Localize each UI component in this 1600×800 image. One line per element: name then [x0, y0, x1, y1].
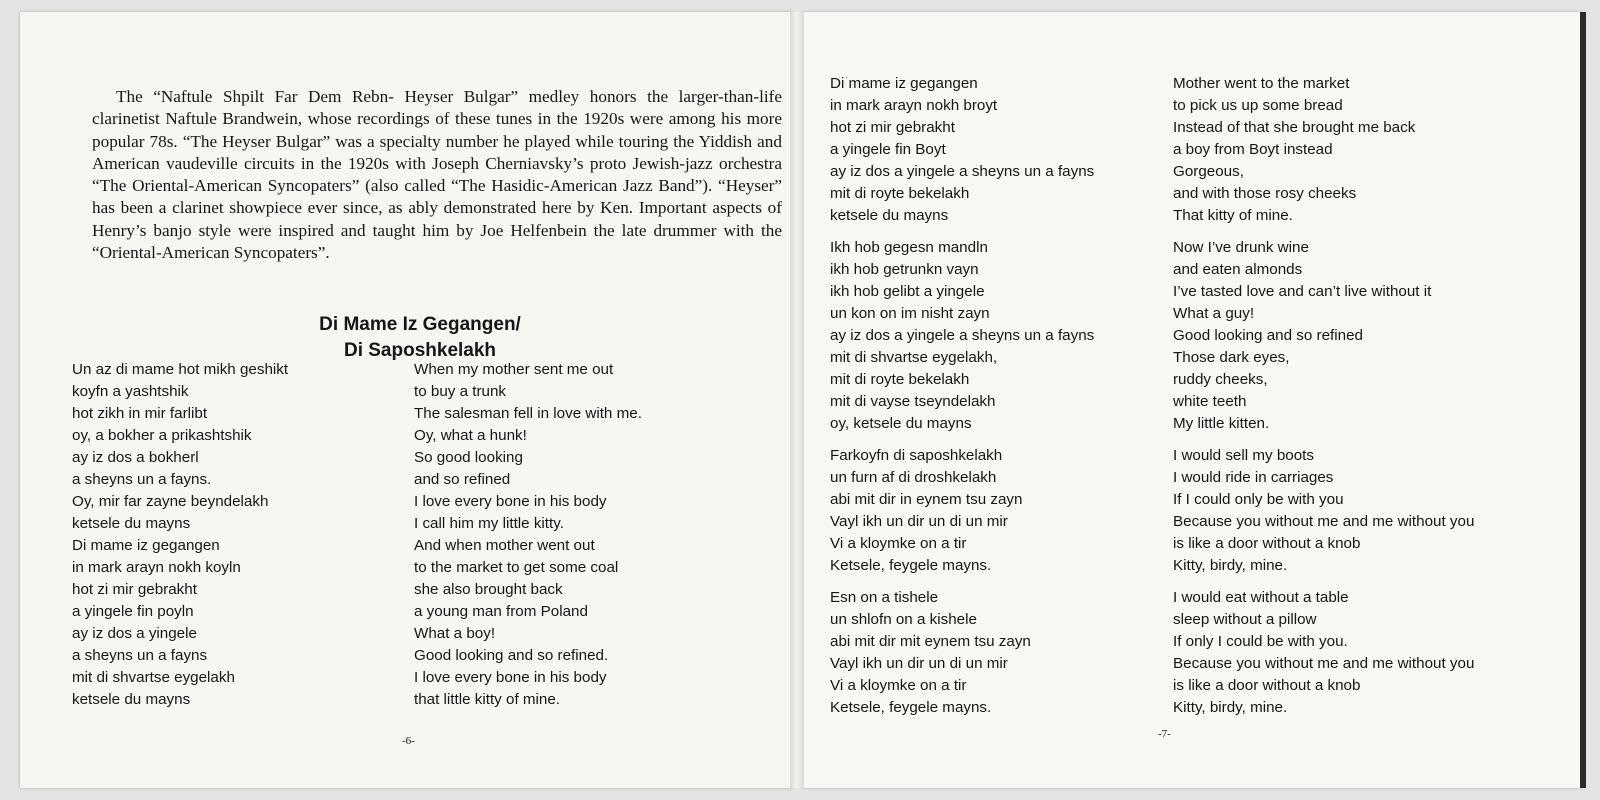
book-edge — [1580, 12, 1586, 788]
lyric-line: I love every bone in his body — [414, 669, 607, 686]
lyric-line: to buy a trunk — [414, 383, 507, 400]
lyric-line: I would eat without a table — [1173, 589, 1349, 606]
song-title-line-2: Di Saposhkelakh — [343, 340, 497, 361]
lyric-line: and so refined — [414, 471, 511, 488]
lyric-line: a yingele fin poyln — [72, 603, 194, 620]
lyric-line: and with those rosy cheeks — [1173, 185, 1357, 202]
stanza — [830, 237, 1094, 435]
lyric-line: a sheyns un a fayns — [72, 647, 208, 664]
lyric-line: Because you without me and me without you — [1173, 655, 1475, 672]
lyric-line: Di mame iz gegangen — [72, 537, 220, 554]
lyric-line: So good looking — [414, 449, 523, 466]
lyric-line: hot zi mir gebrakht — [72, 581, 197, 598]
lyric-line: she also brought back — [414, 581, 563, 598]
lyric-line: Farkoyfn di saposhkelakh — [830, 447, 1003, 464]
lyric-line: mit di shvartse eygelakh, — [830, 349, 998, 366]
lyric-line: un furn af di droshkelakh — [830, 469, 997, 486]
lyric-line: Vi a kloymke on a tir — [830, 535, 967, 552]
lyric-line: un kon on im nisht zayn — [830, 305, 990, 322]
yiddish-lyrics-column — [72, 359, 288, 711]
lyric-line: ketsele du mayns — [72, 691, 191, 708]
lyric-line: I love every bone in his body — [414, 493, 607, 510]
lyric-line: is like a door without a knob — [1173, 677, 1361, 694]
lyric-line: Kitty, birdy, mine. — [1173, 557, 1288, 574]
lyric-line: Un az di mame hot mikh geshikt — [72, 361, 289, 378]
book-gutter — [790, 12, 804, 788]
lyric-line: koyfn a yashtshik — [72, 383, 189, 400]
stanza — [830, 445, 1094, 577]
lyric-line: a sheyns un a fayns. — [72, 471, 212, 488]
lyric-line: Esn on a tishele — [830, 589, 939, 606]
lyric-line: oy, a bokher a prikashtshik — [72, 427, 252, 444]
lyric-line: I call him my little kitty. — [414, 515, 564, 532]
lyric-line: mit di royte bekelakh — [830, 371, 970, 388]
lyric-line: abi mit dir in eynem tsu zayn — [830, 491, 1023, 508]
lyric-line: Instead of that she brought me back — [1173, 119, 1416, 136]
lyric-line: in mark arayn nokh koyln — [72, 559, 241, 576]
lyric-line: Vayl ikh un dir un di un mir — [830, 655, 1008, 672]
lyric-line: ketsele du mayns — [72, 515, 191, 532]
lyric-line: mit di royte bekelakh — [830, 185, 970, 202]
lyric-line: Kitty, birdy, mine. — [1173, 699, 1288, 716]
stanza — [1173, 587, 1474, 719]
lyric-line: Good looking and so refined — [1173, 327, 1363, 344]
lyric-line: ay iz dos a yingele a sheyns un a fayns — [830, 327, 1095, 344]
lyric-line: ketsele du mayns — [830, 207, 949, 224]
stanza — [1173, 73, 1474, 227]
lyric-line: That kitty of mine. — [1173, 207, 1293, 224]
lyric-line: is like a door without a knob — [1173, 535, 1361, 552]
lyric-line: a young man from Poland — [414, 603, 588, 620]
english-lyrics-column — [414, 359, 642, 711]
lyric-line: abi mit dir mit eynem tsu zayn — [830, 633, 1031, 650]
stanza — [1173, 237, 1474, 435]
lyric-line: oy, ketsele du mayns — [830, 415, 972, 432]
lyric-line: white teeth — [1173, 393, 1247, 410]
lyric-line: mit di vayse tseyndelakh — [830, 393, 996, 410]
lyric-line: ikh hob getrunkn vayn — [830, 261, 979, 278]
lyric-line: Oy, what a hunk! — [414, 427, 527, 444]
lyric-line: to the market to get some coal — [414, 559, 619, 576]
lyric-line: ay iz dos a bokherl — [72, 449, 199, 466]
lyric-line: Because you without me and me without you — [1173, 513, 1475, 530]
lyric-line: mit di shvartse eygelakh — [72, 669, 235, 686]
lyric-line: ay iz dos a yingele — [72, 625, 197, 642]
yiddish-lyrics-continued — [830, 73, 1094, 729]
lyric-line: a boy from Boyt instead — [1173, 141, 1333, 158]
lyric-line: Ketsele, feygele mayns. — [830, 699, 992, 716]
lyric-line: to pick us up some bread — [1173, 97, 1343, 114]
lyric-line: ikh hob gelibt a yingele — [830, 283, 985, 300]
lyric-line: I would sell my boots — [1173, 447, 1314, 464]
lyric-line: I’ve tasted love and can’t live without it — [1173, 283, 1432, 300]
lyric-line: Those dark eyes, — [1173, 349, 1290, 366]
lyric-line: Vi a kloymke on a tir — [830, 677, 967, 694]
lyric-line: Di mame iz gegangen — [830, 75, 978, 92]
lyric-line: a yingele fin Boyt — [830, 141, 946, 158]
stanza — [830, 587, 1094, 719]
lyric-line: Ikh hob gegesn mandln — [830, 239, 988, 256]
lyric-line: My little kitten. — [1173, 415, 1270, 432]
lyric-line: Gorgeous, — [1173, 163, 1244, 180]
lyric-line: hot zikh in mir farlibt — [72, 405, 208, 422]
lyric-line: Now I’ve drunk wine — [1173, 239, 1309, 256]
lyric-line: in mark arayn nokh broyt — [830, 97, 998, 114]
song-title-line-1: Di Mame Iz Gegangen/ — [319, 314, 521, 335]
stanza — [1173, 445, 1474, 577]
page-number-right: -7- — [1158, 728, 1171, 740]
english-lyrics-continued — [1173, 73, 1474, 729]
lyric-line: Vayl ikh un dir un di un mir — [830, 513, 1008, 530]
lyric-line: that little kitty of mine. — [414, 691, 561, 708]
lyric-line: hot zi mir gebrakht — [830, 119, 955, 136]
lyric-line: ruddy cheeks, — [1173, 371, 1268, 388]
lyric-line: Ketsele, feygele mayns. — [830, 557, 992, 574]
lyric-line: Oy, mir far zayne beyndelakh — [72, 493, 269, 510]
lyric-line: and eaten almonds — [1173, 261, 1303, 278]
lyric-line: What a boy! — [414, 625, 496, 642]
lyric-line: Good looking and so refined. — [414, 647, 609, 664]
lyric-line: un shlofn on a kishele — [830, 611, 977, 628]
stanza — [830, 73, 1094, 227]
lyric-line: And when mother went out — [414, 537, 595, 554]
lyric-line: ay iz dos a yingele a sheyns un a fayns — [830, 163, 1095, 180]
lyric-line: I would ride in carriages — [1173, 469, 1334, 486]
lyric-line: Mother went to the market — [1173, 75, 1350, 92]
lyric-line: When my mother sent me out — [414, 361, 614, 378]
page-number-left: -6- — [402, 735, 415, 747]
lyric-line: The salesman fell in love with me. — [414, 405, 642, 422]
lyric-line: sleep without a pillow — [1173, 611, 1317, 628]
lyric-line: What a guy! — [1173, 305, 1255, 322]
lyric-line: If I could only be with you — [1173, 491, 1344, 508]
lyric-line: If only I could be with you. — [1173, 633, 1348, 650]
intro-paragraph: The “Naftule Shpilt Far Dem Rebn- Heyser Bulgar” medley honors the larger-than-life clarinetist Naftule Brandwein, whose recordings of these tunes in the 1920s were among his more popular 78s. “The Heyser Bulgar” was a specialty number he played while touring the Yiddish and American vaudeville circuits in the 1920s with Joseph Cherniavsky’s proto Jewish-jazz orchestra “The Oriental-American Syncopaters” (also called “The Hasidic-American Jazz Band”). “Heyser” has been a clarinet showpiece ever since, as ably demonstrated here by Ken. Important aspects of Henry’s banjo style were inspired and taught him by Joe Helfenbein the late drummer with the “Oriental-American Syncopaters”. — [92, 87, 782, 263]
song-title — [250, 312, 590, 364]
